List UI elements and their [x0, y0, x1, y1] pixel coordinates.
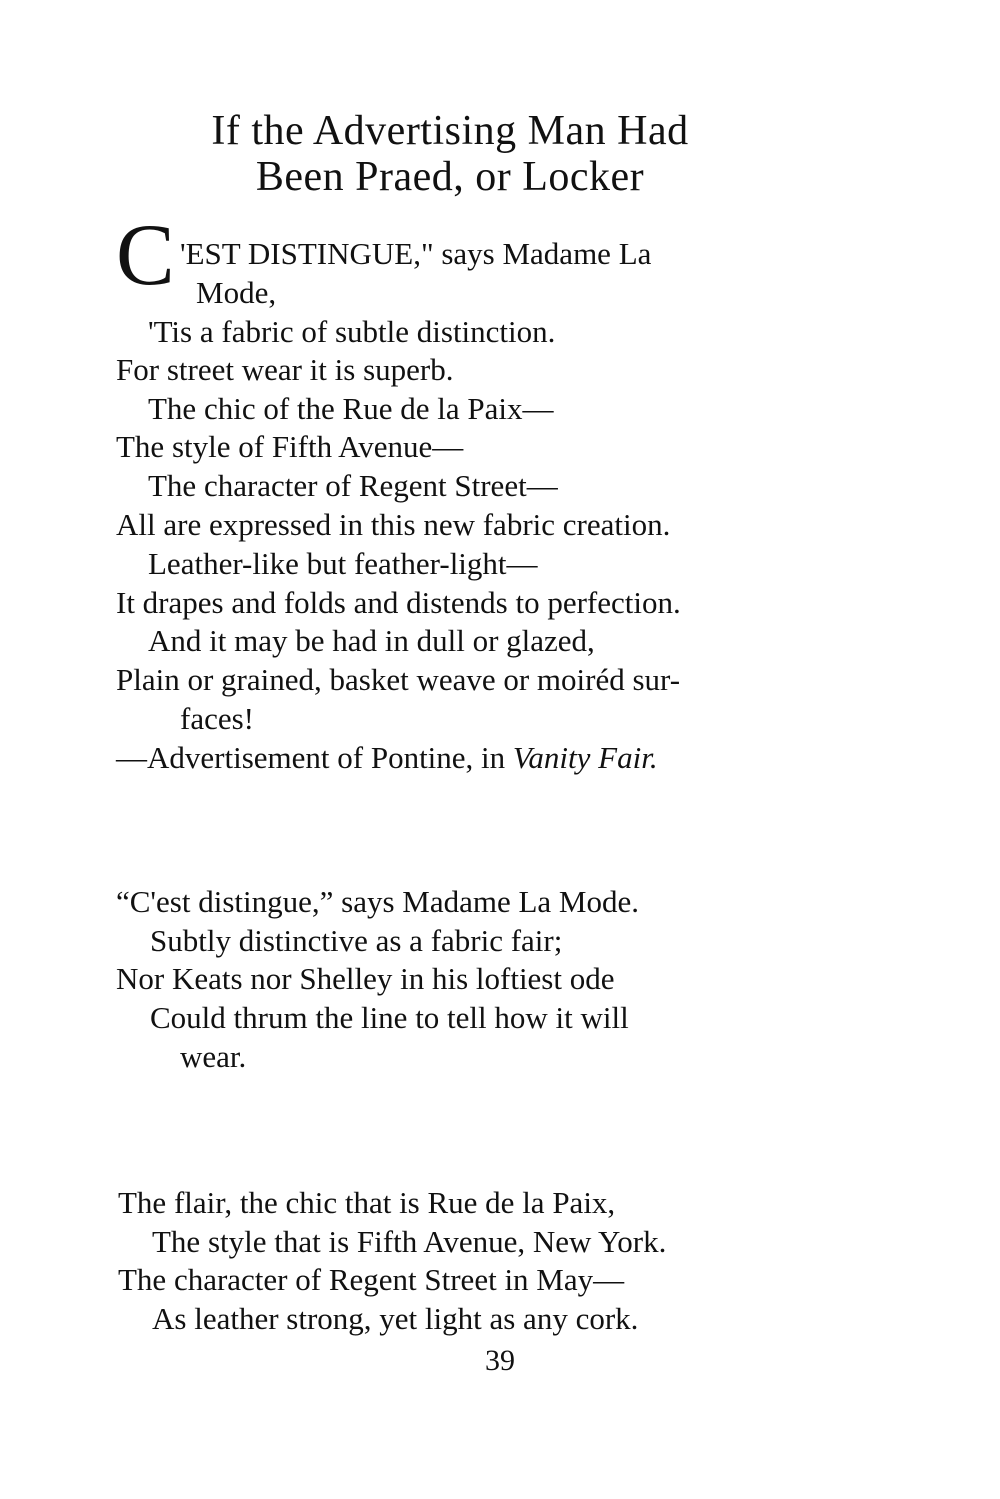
ad-line: Mode,	[196, 275, 277, 310]
attribution	[116, 740, 658, 776]
ad-line: All are expressed in this new fabric creation.	[116, 507, 671, 542]
attribution-source: Vanity Fair.	[512, 740, 658, 775]
verse-line: Nor Keats nor Shelley in his loftiest ode	[116, 961, 615, 996]
verse-line: wear.	[180, 1039, 247, 1074]
ad-line: For street wear it is superb.	[116, 352, 454, 387]
verse-line: The flair, the chic that is Rue de la Paix,	[118, 1185, 616, 1220]
verse-line: The character of Regent Street in May—	[118, 1262, 625, 1297]
ad-line: Plain or grained, basket weave or moiréd sur-	[116, 662, 681, 697]
ad-line: The character of Regent Street—	[148, 468, 558, 503]
ad-line: 'EST DISTINGUE," says Madame La	[180, 236, 652, 271]
page-number: 39	[485, 1344, 515, 1377]
verse-line: Subtly distinctive as a fabric fair;	[150, 923, 563, 958]
page-title-line-1: If the Advertising Man Had	[211, 108, 689, 154]
page-title-line-2: Been Praed, or Locker	[255, 154, 645, 200]
drop-cap: C	[116, 207, 175, 304]
ad-line: The style of Fifth Avenue—	[116, 429, 464, 464]
ad-line: 'Tis a fabric of subtle distinction.	[148, 314, 556, 349]
ad-line: faces!	[180, 701, 254, 736]
attribution-prefix: —Advertisement of Pontine, in	[116, 740, 513, 775]
ad-line: The chic of the Rue de la Paix—	[148, 391, 554, 426]
verse-line: Could thrum the line to tell how it will	[150, 1000, 629, 1035]
ad-line: It drapes and folds and distends to perfection.	[116, 585, 681, 620]
ad-line: Leather-like but feather-light—	[148, 546, 538, 581]
ad-line: And it may be had in dull or glazed,	[148, 623, 595, 658]
verse-line: The style that is Fifth Avenue, New York.	[152, 1224, 667, 1259]
verse-line: “C'est distingue,” says Madame La Mode.	[116, 884, 639, 919]
verse-line: As leather strong, yet light as any cork.	[152, 1301, 639, 1336]
